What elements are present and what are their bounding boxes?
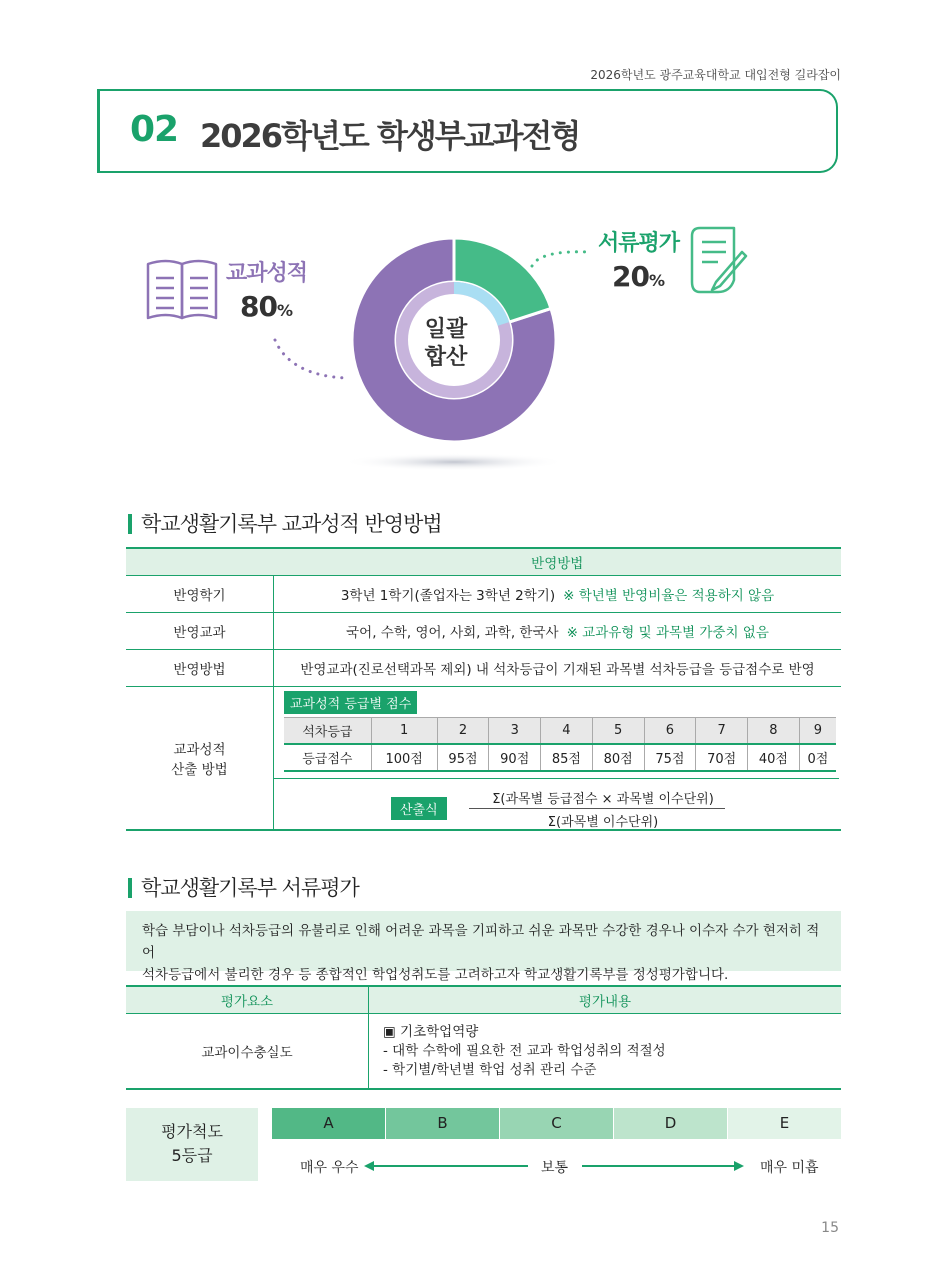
content-line: - 대학 수학에 필요한 전 교과 학업성취의 적절성 (383, 1042, 666, 1059)
col-header-element: 평가요소 (126, 986, 369, 1014)
table-header-empty (126, 548, 274, 576)
grade-cell: 1 (371, 718, 437, 745)
grade-cell: 7 (696, 718, 748, 745)
row-value: 반영교과(진로선택과목 제외) 내 석차등급이 기재된 과목별 석차등급을 등급점수로 반영 (274, 650, 842, 687)
intro-line-2: 석차등급에서 불리한 경우 등 종합적인 학업성취도를 고려하고자 학교생활기록부를 정성평가합니다. (142, 967, 729, 983)
table-row (126, 650, 841, 687)
row-label: 반영교과 (126, 613, 274, 650)
percent-sign: % (276, 301, 292, 320)
percent-sign: % (648, 271, 664, 290)
scale-middle-label: 보통 (541, 1160, 569, 1176)
col-header-content: 평가내용 (369, 986, 842, 1014)
grade-cell: 6 (644, 718, 696, 745)
fraction-bar (469, 808, 725, 809)
grade-row (284, 718, 836, 745)
calc-cell (274, 687, 842, 831)
value-documents: 20 (612, 260, 649, 293)
legend-value-documents (612, 260, 664, 293)
formula-denominator: Σ(과목별 이수단위) (547, 815, 659, 830)
value-grades: 80 (240, 290, 277, 323)
evaluation-table (126, 985, 841, 1090)
grade-cell: 3 (489, 718, 541, 745)
row-text: 국어, 수학, 영어, 사회, 과학, 한국사 (346, 625, 559, 641)
scale-label-box (126, 1108, 258, 1181)
content-line: ▣ 기초학업역량 (383, 1023, 479, 1040)
intro-line-1: 학습 부담이나 석차등급의 유불리로 인해 어려운 과목을 기피하고 쉬운 과목만 수강한 경우나 이수자 수가 현저히 적어 (142, 923, 820, 961)
donut-center-label (402, 316, 490, 372)
scale-right-label: 매우 미흡 (760, 1160, 819, 1176)
score-cell: 85점 (541, 744, 593, 771)
score-row (284, 744, 836, 771)
scale-label-line2: 5등급 (171, 1146, 213, 1165)
chart-shadow (342, 453, 566, 471)
legend-value-grades (240, 290, 292, 323)
row-text: 3학년 1학기(졸업자는 3학년 2학기) (340, 588, 556, 604)
calc-label-line2: 산출 방법 (171, 762, 228, 778)
section-number: 02 (130, 109, 179, 150)
grade-cell: 4 (541, 718, 593, 745)
section2-heading: 학교생활기록부 서류평가 (128, 872, 359, 902)
score-cell: 0점 (799, 744, 836, 771)
row-note: ※ 교과유형 및 과목별 가중치 없음 (566, 625, 769, 641)
row-label (126, 687, 274, 831)
document-edit-icon (692, 228, 746, 292)
evaluation-content (369, 1014, 842, 1090)
center-line-1: 일괄 (424, 317, 468, 342)
table-row (126, 576, 841, 613)
score-cell: 100점 (371, 744, 437, 771)
legend-label-documents: 서류평가 (598, 231, 680, 256)
grade-table-tag: 교과성적 등급별 점수 (284, 691, 417, 714)
row-value (274, 576, 842, 613)
formula-divider (274, 778, 839, 779)
table-header: 반영방법 (274, 548, 842, 576)
row-note: ※ 학년별 반영비율은 적용하지 않음 (563, 588, 775, 604)
score-cell: 95점 (437, 744, 489, 771)
leader-line-left (275, 340, 345, 378)
arrow-left-head (364, 1161, 374, 1171)
grade-score-table (284, 717, 836, 772)
grade-cell: 8 (748, 718, 800, 745)
grade-cell: 5 (592, 718, 644, 745)
row-value (274, 613, 842, 650)
score-cell: 40점 (748, 744, 800, 771)
score-cell: 70점 (696, 744, 748, 771)
table-row (126, 613, 841, 650)
scale-grade-cell: E (728, 1108, 841, 1139)
table-row (126, 1014, 841, 1090)
score-row-label: 등급점수 (284, 744, 371, 771)
scale-grade-cell: B (386, 1108, 500, 1139)
score-cell: 90점 (489, 744, 541, 771)
score-cell: 80점 (592, 744, 644, 771)
leader-line-right (532, 252, 590, 266)
intro-box (126, 911, 841, 983)
scale-grade-cell: D (614, 1108, 728, 1139)
grade-cell: 9 (799, 718, 836, 745)
running-header: 2026학년도 광주교육대학교 대입전형 길라잡이 (590, 68, 841, 82)
page-title: 2026학년도 학생부교과전형 (200, 117, 580, 155)
book-icon (148, 261, 216, 318)
calc-label-line1: 교과성적 (173, 742, 226, 758)
scale-label-line1: 평가척도 (161, 1122, 223, 1141)
content-line: - 학기별/학년별 학업 성취 관리 수준 (383, 1061, 597, 1078)
arrow-right-head (734, 1161, 744, 1171)
formula-tag: 산출식 (391, 797, 447, 820)
legend-label-grades: 교과성적 (226, 261, 308, 286)
scale-grade-cell: A (272, 1108, 386, 1139)
center-line-2: 합산 (424, 345, 468, 370)
row-label: 반영방법 (126, 650, 274, 687)
score-cell: 75점 (644, 744, 696, 771)
row-label: 반영학기 (126, 576, 274, 613)
evaluation-element: 교과이수충실도 (126, 1014, 369, 1090)
page-number: 15 (821, 1220, 839, 1236)
grade-method-table (126, 547, 841, 831)
scale-grade-bar (272, 1108, 841, 1139)
grade-cell: 2 (437, 718, 489, 745)
table-row (126, 687, 841, 831)
formula-numerator: Σ(과목별 등급점수 × 과목별 이수단위) (492, 792, 714, 807)
section1-heading: 학교생활기록부 교과성적 반영방법 (128, 508, 442, 538)
grade-row-label: 석차등급 (284, 718, 371, 745)
calc-content (274, 687, 841, 829)
section-title-box (97, 89, 838, 173)
scale-grade-cell: C (500, 1108, 614, 1139)
scale-arrow-row (272, 1150, 841, 1180)
scale-left-label: 매우 우수 (300, 1160, 359, 1176)
